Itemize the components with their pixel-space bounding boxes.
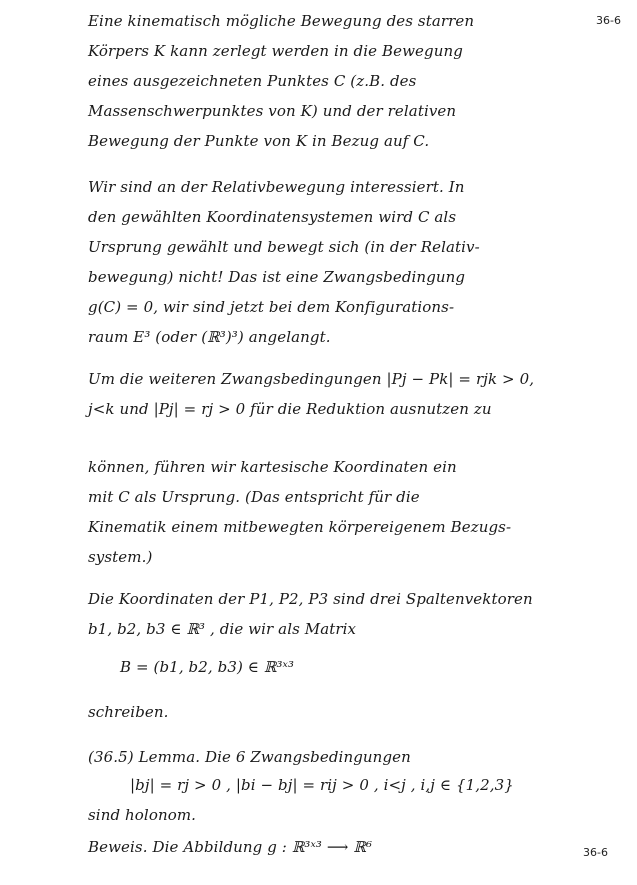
text-line-8: Ursprung gewählt und bewegt sich (in der Relativ- xyxy=(88,238,480,256)
lemma-conditions: |bj| = rj > 0 , |bi − bj| = rij > 0 , i<j , i,j ∈ {1,2,3} xyxy=(130,776,514,794)
text-line-9: bewegung) nicht! Das ist eine Zwangsbedingung xyxy=(88,268,466,286)
text-line-21: schreiben. xyxy=(88,703,169,721)
matrix-equation: B = (b1, b2, b3) ∈ ℝ³ˣ³ xyxy=(120,658,295,676)
text-line-2: Körpers K kann zerlegt werden in die Bewegung xyxy=(88,42,463,60)
lemma-heading: (36.5) Lemma. Die 6 Zwangsbedingungen xyxy=(88,748,411,766)
text-line-11: raum E³ (oder (ℝ³)³) angelangt. xyxy=(88,328,331,346)
text-line-5: Bewegung der Punkte von K in Bezug auf C. xyxy=(88,132,430,150)
text-line-14: können, führen wir kartesische Koordinaten ein xyxy=(88,458,457,476)
text-line-7: den gewählten Koordinatensystemen wird C als xyxy=(88,208,457,226)
page-number-bottom: 36-6 xyxy=(583,846,608,859)
page-number-top: 36-6 xyxy=(596,14,621,27)
text-line-13: j<k und |Pj| = rj > 0 für die Reduktion ausnutzen zu xyxy=(88,400,492,418)
text-line-6: Wir sind an der Relativbewegung interessiert. In xyxy=(88,178,465,196)
text-line-4: Massenschwerpunktes von K) und der relativen xyxy=(88,102,457,120)
text-line-19: b1, b2, b3 ∈ ℝ³ , die wir als Matrix xyxy=(88,620,357,638)
text-line-10: g(C) = 0, wir sind jetzt bei dem Konfigurations- xyxy=(88,298,455,316)
text-line-24: sind holonom. xyxy=(88,806,197,824)
proof-line: Beweis. Die Abbildung g : ℝ³ˣ³ ⟶ ℝ⁶ xyxy=(88,838,373,856)
text-line-3: eines ausgezeichneten Punktes C (z.B. des xyxy=(88,72,417,90)
text-line-16: Kinematik einem mitbewegten körpereigenem Bezugs- xyxy=(88,518,512,536)
text-line-18: Die Koordinaten der P1, P2, P3 sind drei Spaltenvektoren xyxy=(88,590,533,608)
text-line-15: mit C als Ursprung. (Das entspricht für die xyxy=(88,488,420,506)
text-line-17: system.) xyxy=(88,548,153,566)
text-line-12: Um die weiteren Zwangsbedingungen |Pj − Pk| = rjk > 0, xyxy=(88,370,535,388)
text-line-1: Eine kinematisch mögliche Bewegung des starren xyxy=(88,12,475,30)
